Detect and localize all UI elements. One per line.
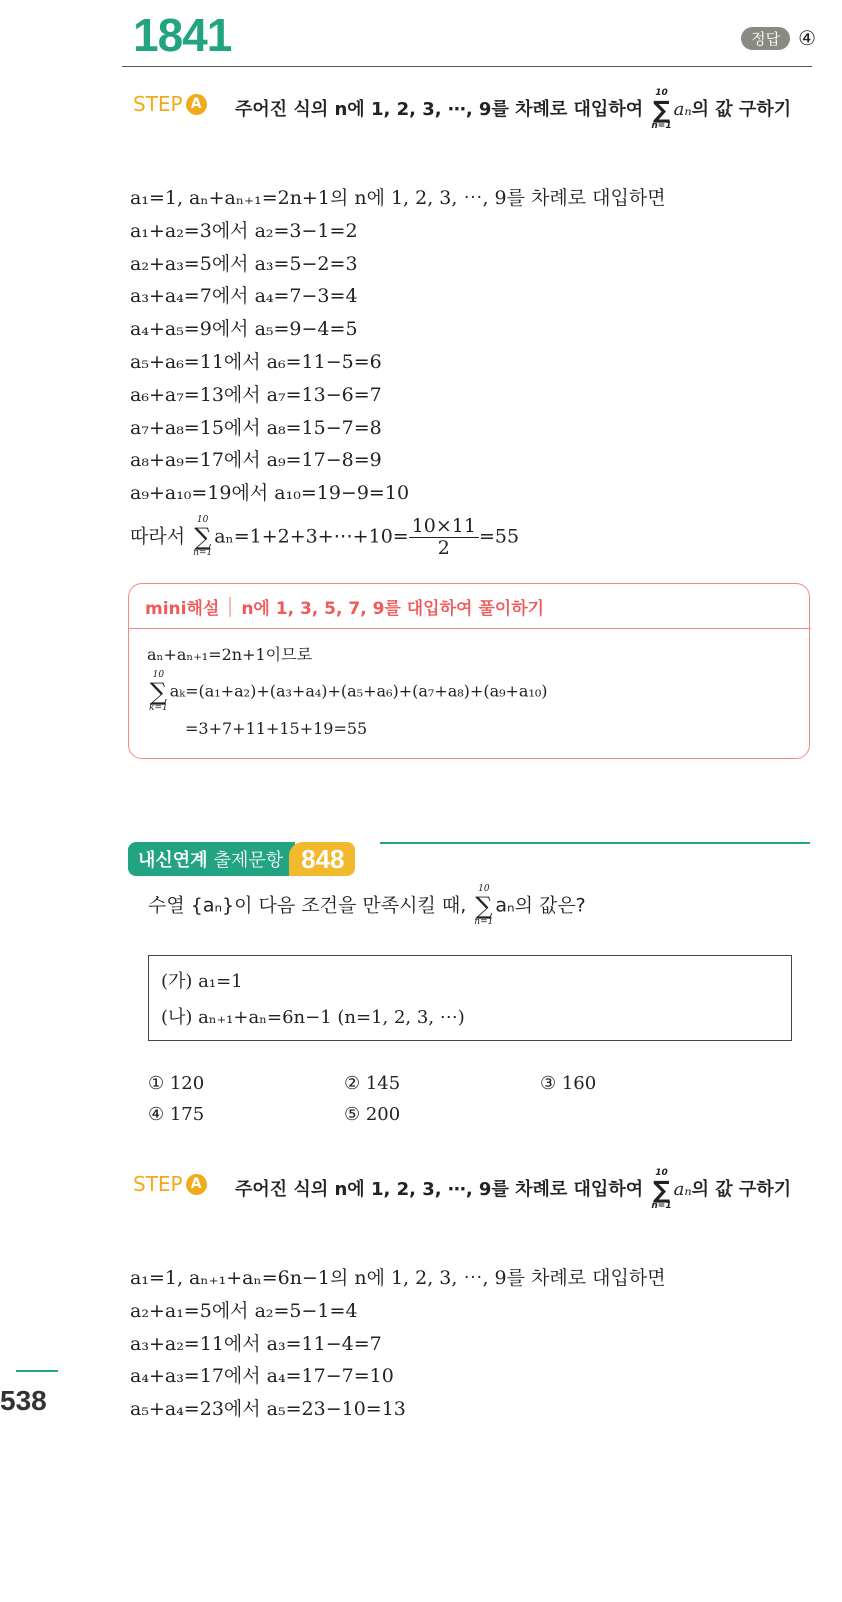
solution-line: a₅+a₄=23에서 a₅=23−10=13 xyxy=(130,1398,406,1421)
choice[interactable]: ③ 160 xyxy=(540,1073,597,1094)
mini-line xyxy=(147,671,811,713)
solution-line: a₆+a₇=13에서 a₇=13−6=7 xyxy=(130,383,382,406)
sigma xyxy=(149,671,168,713)
sigma-lower: n=1 xyxy=(193,548,213,559)
solution-line: a₁=1, aₙ+aₙ₊₁=2n+1의 n에 1, 2, 3, ⋯, 9를 차례로 대입하면 xyxy=(130,187,666,209)
fraction xyxy=(409,516,479,559)
sigma-upper: 10 xyxy=(655,88,668,98)
solution1-lines xyxy=(130,182,666,510)
sigma-lower: k=1 xyxy=(149,703,168,713)
sigma xyxy=(651,89,671,131)
solution-line: a₁+a₂=3에서 a₂=3−1=2 xyxy=(130,219,358,242)
page-number-rule xyxy=(16,1370,58,1372)
mini-line: =3+7+11+15+19=55 xyxy=(185,719,368,738)
step-letter-badge: A xyxy=(186,94,207,115)
choice[interactable]: ⑤ 200 xyxy=(344,1104,401,1125)
mini-explanation-box xyxy=(128,583,810,759)
solution-line: a₇+a₈=15에서 a₈=15−7=8 xyxy=(130,416,382,439)
solution-line: a₃+a₂=11에서 a₃=11−4=7 xyxy=(130,1332,382,1355)
sigma-symbol: ∑ xyxy=(475,892,493,920)
answer-value: ④ xyxy=(798,26,816,50)
choice[interactable]: ① 120 xyxy=(148,1073,205,1094)
answer xyxy=(741,26,816,50)
sigma-lower: n=1 xyxy=(651,1201,672,1211)
solution-line: a₁=1, aₙ₊₁+aₙ=6n−1의 n에 1, 2, 3, ⋯, 9를 차례로 대입하면 xyxy=(130,1267,666,1289)
section-header xyxy=(128,842,355,876)
conclusion-result: =55 xyxy=(478,525,520,548)
solution-line: a₄+a₃=17에서 a₄=17−7=10 xyxy=(130,1365,394,1388)
choice[interactable]: ④ 175 xyxy=(148,1104,205,1125)
step-title-text: 주어진 식의 n에 1, 2, 3, ⋯, 9를 차례로 대입하여 xyxy=(235,1179,644,1200)
sum-term: aₙ xyxy=(673,1179,692,1200)
sigma-lower: n=1 xyxy=(651,121,672,131)
fraction-numerator: 10×11 xyxy=(409,516,479,538)
sigma-lower: n=1 xyxy=(474,917,494,927)
sigma-symbol: ∑ xyxy=(652,96,671,124)
answer-label: 정답 xyxy=(741,27,790,50)
step-text: STEP xyxy=(133,1172,183,1196)
step-label xyxy=(133,92,235,116)
section-rule xyxy=(380,842,810,844)
sigma-symbol: ∑ xyxy=(149,678,167,706)
mini-tag: mini해설 xyxy=(145,599,220,619)
section-label xyxy=(128,842,295,876)
choice[interactable]: ② 145 xyxy=(344,1073,401,1094)
problem-number: 1841 xyxy=(133,9,232,61)
solution-line: a₃+a₄=7에서 a₄=7−3=4 xyxy=(130,285,358,308)
section-number: 848 xyxy=(289,842,354,876)
step-title xyxy=(235,1168,795,1212)
mini-title: n에 1, 3, 5, 7, 9를 대입하여 풀이하기 xyxy=(241,599,545,619)
mini-divider xyxy=(229,597,231,617)
sigma xyxy=(474,885,493,927)
solution-line: a₂+a₁=5에서 a₂=5−1=4 xyxy=(130,1299,358,1322)
question-suffix: aₙ의 값은? xyxy=(495,894,586,917)
mini-body xyxy=(129,628,811,758)
sigma xyxy=(193,516,212,558)
section-label-bold: 내신연계 xyxy=(138,850,208,871)
solution-line: a₄+a₅=9에서 a₅=9−4=5 xyxy=(130,318,358,341)
solution-line: a₅+a₆=11에서 a₆=11−5=6 xyxy=(130,350,382,373)
solution-line: a₂+a₃=5에서 a₃=5−2=3 xyxy=(130,252,358,275)
header-divider xyxy=(122,66,812,67)
conditions-box xyxy=(148,955,792,1041)
step-title xyxy=(235,88,795,132)
step-title-text: 주어진 식의 n에 1, 2, 3, ⋯, 9를 차례로 대입하여 xyxy=(235,99,644,120)
step-label xyxy=(133,1172,235,1196)
solution2-lines xyxy=(130,1262,666,1426)
page-number: 538 xyxy=(0,1385,47,1416)
condition: (가) a₁=1 xyxy=(161,971,243,992)
step-letter-badge: A xyxy=(186,1174,207,1195)
sum-term: aₙ xyxy=(673,99,692,120)
step-a-heading xyxy=(133,88,795,132)
sigma-upper: 10 xyxy=(478,884,490,894)
step-text: STEP xyxy=(133,92,183,116)
step-a-heading xyxy=(133,1168,795,1212)
step-title-end: 의 값 구하기 xyxy=(691,99,792,120)
sigma-upper: 10 xyxy=(196,515,209,526)
sigma-upper: 10 xyxy=(152,670,165,680)
mini-expr: aₖ=(a₁+a₂)+(a₃+a₄)+(a₅+a₆)+(a₇+a₈)+(a₉+a₁₀) xyxy=(169,681,548,701)
sigma-upper: 10 xyxy=(655,1168,668,1178)
solution-line: a₈+a₉=17에서 a₉=17−8=9 xyxy=(130,449,382,472)
fraction-denominator: 2 xyxy=(437,536,450,559)
mini-header xyxy=(145,594,544,619)
sigma-symbol: ∑ xyxy=(652,1176,671,1204)
conclusion-expr: aₙ=1+2+3+⋯+10= xyxy=(214,525,409,548)
sigma-symbol: ∑ xyxy=(194,523,212,552)
sigma xyxy=(651,1169,671,1211)
question-prefix: 수열 {aₙ}이 다음 조건을 만족시킬 때, xyxy=(148,894,467,917)
question-text xyxy=(148,885,586,927)
conclusion xyxy=(130,516,519,559)
mini-line: aₙ+aₙ₊₁=2n+1이므로 xyxy=(147,645,313,664)
step-title-end: 의 값 구하기 xyxy=(691,1179,792,1200)
section-label-text: 출제문항 xyxy=(213,850,284,871)
solution-line: a₉+a₁₀=19에서 a₁₀=19−9=10 xyxy=(130,482,410,505)
answer-choices xyxy=(148,1073,736,1125)
conclusion-prefix: 따라서 xyxy=(130,525,186,548)
condition: (나) aₙ₊₁+aₙ=6n−1 (n=1, 2, 3, ⋯) xyxy=(161,1007,465,1028)
